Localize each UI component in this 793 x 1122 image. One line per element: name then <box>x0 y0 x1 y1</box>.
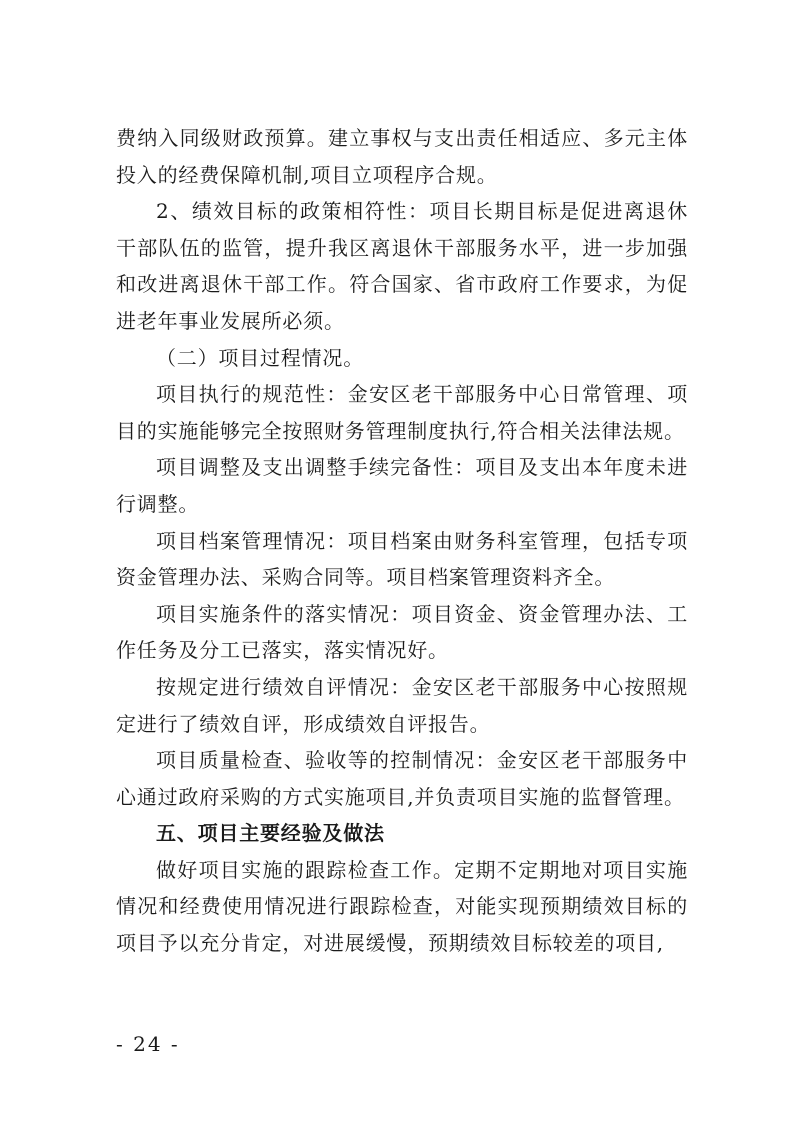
subsection-heading-process: （二）项目过程情况。 <box>156 345 364 370</box>
document-body <box>116 120 688 962</box>
page-number: - 24 - <box>116 1032 180 1056</box>
paragraph-quality-control: 项目质量检查、验收等的控制情况：金安区老干部服务中心通过政府采购的方式实施项目,并负责项目实施的监督管理。 <box>116 748 688 809</box>
section-heading-experience: 五、项目主要经验及做法 <box>156 821 385 846</box>
paragraph-execution-standard: 项目执行的规范性：金安区老干部服务中心日常管理、项目的实施能够完全按照财务管理制度执行,符合相关法律法规。 <box>116 382 688 443</box>
paragraph-archive-management: 项目档案管理情况：项目档案由财务科室管理，包括专项资金管理办法、采购合同等。项目档案管理资料齐全。 <box>116 528 688 590</box>
paragraph-tracking-inspection: 做好项目实施的跟踪检查工作。定期不定期地对项目实施情况和经费使用情况进行跟踪检查，对能实现预期绩效目标的项目予以充分肯定，对进展缓慢，预期绩效目标较差的项目, <box>116 857 688 956</box>
paragraph-adjustment-procedures: 项目调整及支出调整手续完备性：项目及支出本年度未进行调整。 <box>116 455 688 516</box>
paragraph-self-evaluation: 按规定进行绩效自评情况：金安区老干部服务中心按照规定进行了绩效自评，形成绩效自评报告。 <box>116 674 688 736</box>
paragraph-implementation-conditions: 项目实施条件的落实情况：项目资金、资金管理办法、工作任务及分工已落实，落实情况好。 <box>116 601 688 663</box>
paragraph-policy-consistency: 2、绩效目标的政策相符性：项目长期目标是促进离退休干部队伍的监管，提升我区离退休干部服务水平，进一步加强和改进离退休干部工作。符合国家、省市政府工作要求，为促进老年事业发展所必须。 <box>116 199 688 333</box>
paragraph-funding-mechanism: 费纳入同级财政预算。建立事权与支出责任相适应、多元主体投入的经费保障机制,项目立项程序合规。 <box>116 126 688 187</box>
